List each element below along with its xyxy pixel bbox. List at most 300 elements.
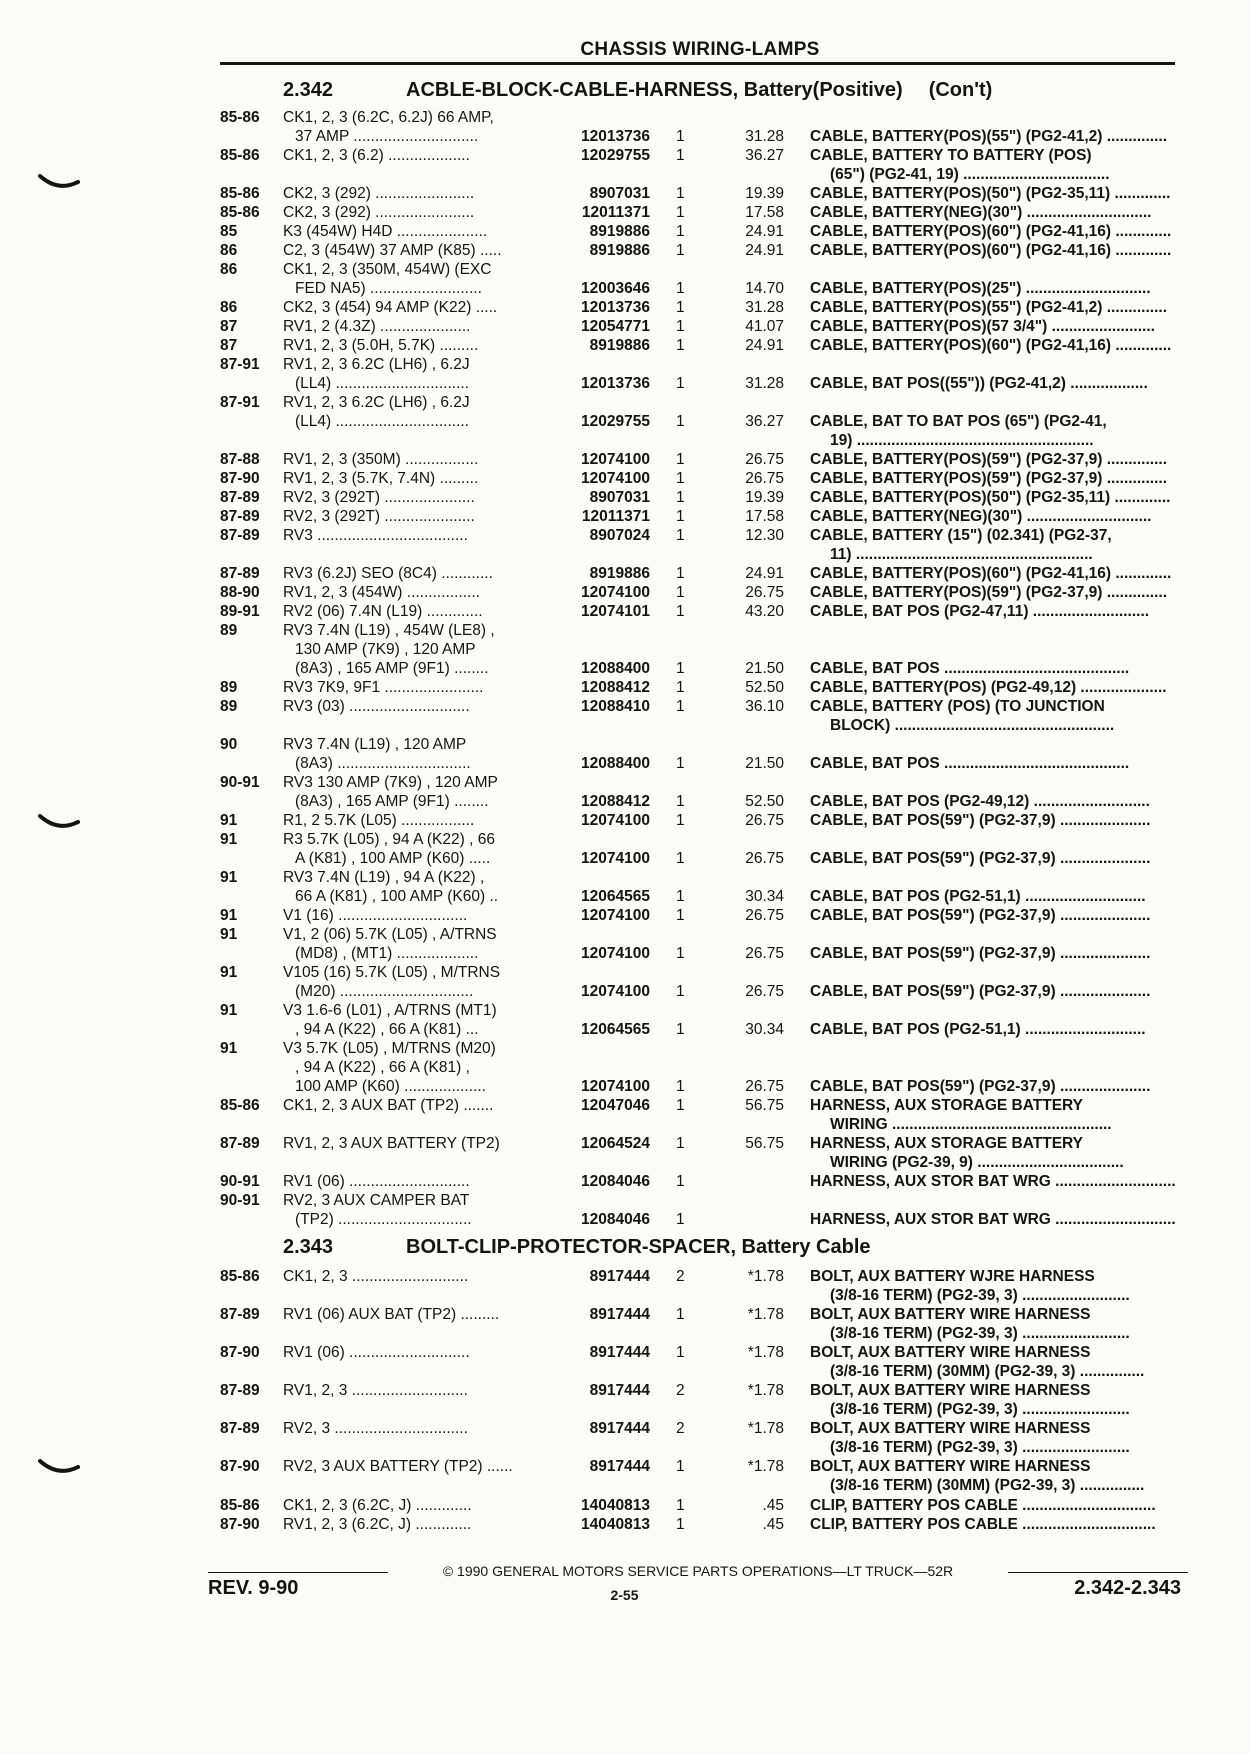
quantity: 1 bbox=[676, 489, 685, 506]
list-item: 91 V3 5.7K (L05) , M/TRNS (M20) bbox=[220, 1040, 496, 1057]
list-item: (M20) ............................... 12074100 1 26.75 CABLE, BAT POS(59") (PG2-37,9) ..................... bbox=[295, 983, 1151, 1000]
part-number: 12074100 bbox=[581, 850, 650, 867]
section-title: ACBLE-BLOCK-CABLE-HARNESS, Battery(Positive) bbox=[406, 79, 903, 101]
part-number: 8917444 bbox=[589, 1382, 650, 1399]
price: 30.34 bbox=[745, 888, 784, 905]
model-year: 86 bbox=[220, 261, 238, 278]
model-year: 89 bbox=[220, 698, 238, 715]
price: 21.50 bbox=[745, 755, 784, 772]
quantity: 1 bbox=[676, 470, 685, 487]
list-item: (8A3) ............................... 12088400 1 21.50 CABLE, BAT POS ........................................... bbox=[295, 755, 1130, 772]
model-year: 91 bbox=[220, 1002, 238, 1019]
quantity: 1 bbox=[676, 603, 685, 620]
part-name: CABLE, BAT POS(59") (PG2-37,9) ..................... bbox=[810, 812, 1151, 829]
quantity: 1 bbox=[676, 1306, 685, 1323]
part-number: 8907031 bbox=[589, 185, 650, 202]
list-item: 87-90 RV1, 2, 3 (6.2C, J) ............. 14040813 1 .45 CLIP, BATTERY POS CABLE ............................... bbox=[220, 1516, 1156, 1533]
price: 52.50 bbox=[745, 793, 784, 810]
part-name: BOLT, AUX BATTERY WIRE HARNESS bbox=[810, 1306, 1091, 1323]
price: 56.75 bbox=[745, 1097, 784, 1114]
quantity: 1 bbox=[676, 812, 685, 829]
quantity: 1 bbox=[676, 850, 685, 867]
quantity: 1 bbox=[676, 318, 685, 335]
price: .45 bbox=[762, 1516, 784, 1533]
part-name: CABLE, BAT POS (PG2-51,1) ............................ bbox=[810, 888, 1146, 905]
model-year: 86 bbox=[220, 299, 238, 316]
price: 26.75 bbox=[745, 983, 784, 1000]
list-item: 87-90 RV1 (06) ............................ 8917444 1 *1.78 BOLT, AUX BATTERY WIRE HARNESS bbox=[220, 1344, 1091, 1361]
quantity: 1 bbox=[676, 1458, 685, 1475]
list-item bbox=[0, 1362, 1249, 1381]
part-name: CABLE, BAT POS(59") (PG2-37,9) ..................... bbox=[810, 907, 1151, 924]
list-item: (LL4) ............................... 12013736 1 31.28 CABLE, BAT POS((55")) (PG2-41,2) .................. bbox=[295, 375, 1148, 392]
quantity: 1 bbox=[676, 983, 685, 1000]
quantity: 1 bbox=[676, 679, 685, 696]
list-item: 91 R3 5.7K (L05) , 94 A (K22) , 66 bbox=[220, 831, 495, 848]
part-name: CABLE, BATTERY(NEG)(30") ............................. bbox=[810, 508, 1152, 525]
list-item: 85-86 CK2, 3 (292) ....................... 12011371 1 17.58 CABLE, BATTERY(NEG)(30") ............................. bbox=[220, 204, 1152, 221]
part-name: CABLE, BATTERY(POS)(59") (PG2-37,9) .............. bbox=[810, 584, 1168, 601]
part-number: 8919886 bbox=[589, 565, 650, 582]
part-name: HARNESS, AUX STORAGE BATTERY bbox=[810, 1097, 1083, 1114]
model-year: 87-91 bbox=[220, 356, 260, 373]
part-name: BOLT, AUX BATTERY WJRE HARNESS bbox=[810, 1268, 1095, 1285]
quantity: 1 bbox=[676, 242, 685, 259]
model-year: 87-90 bbox=[220, 1458, 260, 1475]
price: 26.75 bbox=[745, 584, 784, 601]
part-number: 12029755 bbox=[581, 413, 650, 430]
list-item: 91 V1 (16) .............................. 12074100 1 26.75 CABLE, BAT POS(59") (PG2-37,9) ..................... bbox=[220, 907, 1151, 924]
part-name: CABLE, BAT TO BAT POS (65") (PG2-41, bbox=[810, 413, 1107, 430]
price: 36.27 bbox=[745, 147, 784, 164]
section-title: BOLT-CLIP-PROTECTOR-SPACER, Battery Cable bbox=[406, 1236, 871, 1258]
part-name: BOLT, AUX BATTERY WIRE HARNESS bbox=[810, 1458, 1091, 1475]
part-number: 12074100 bbox=[581, 812, 650, 829]
part-number: 8919886 bbox=[589, 223, 650, 240]
quantity: 1 bbox=[676, 1173, 685, 1190]
part-number: 12088412 bbox=[581, 793, 650, 810]
list-item: 85-86 CK2, 3 (292) ....................... 8907031 1 19.39 CABLE, BATTERY(POS)(50") (PG2-35,11) ............. bbox=[220, 185, 1171, 202]
part-name: BOLT, AUX BATTERY WIRE HARNESS bbox=[810, 1420, 1091, 1437]
price: 14.70 bbox=[745, 280, 784, 297]
part-number: 12088410 bbox=[581, 698, 650, 715]
price: 12.30 bbox=[745, 527, 784, 544]
quantity: 1 bbox=[676, 1021, 685, 1038]
quantity: 1 bbox=[676, 299, 685, 316]
list-item bbox=[0, 1400, 1249, 1419]
page-number: 2-55 bbox=[610, 1587, 639, 1603]
section-continued: (Con't) bbox=[928, 79, 993, 101]
price: 30.34 bbox=[745, 1021, 784, 1038]
list-item: 89-91 RV2 (06) 7.4N (L19) ............. 12074101 1 43.20 CABLE, BAT POS (PG2-47,11) ........................... bbox=[220, 603, 1150, 620]
revision-label: REV. 9-90 bbox=[208, 1577, 299, 1599]
part-name: (3/8-16 TERM) (PG2-39, 3) ......................... bbox=[830, 1287, 1130, 1304]
part-number: 12074100 bbox=[581, 983, 650, 1000]
part-name: WIRING ................................................... bbox=[830, 1116, 1112, 1133]
price: 26.75 bbox=[745, 451, 784, 468]
price: *1.78 bbox=[747, 1382, 784, 1399]
list-item bbox=[0, 1438, 1249, 1457]
part-number: 12074100 bbox=[581, 451, 650, 468]
part-name: (3/8-16 TERM) (PG2-39, 3) ......................... bbox=[830, 1439, 1130, 1456]
model-year: 87-91 bbox=[220, 394, 260, 411]
price: 24.91 bbox=[745, 565, 784, 582]
part-number: 12088412 bbox=[581, 679, 650, 696]
model-year: 91 bbox=[220, 926, 238, 943]
model-year: 91 bbox=[220, 1040, 238, 1057]
part-name: (3/8-16 TERM) (PG2-39, 3) ......................... bbox=[830, 1401, 1130, 1418]
part-number: 8919886 bbox=[589, 242, 650, 259]
list-item: 87-91 RV1, 2, 3 6.2C (LH6) , 6.2J bbox=[220, 394, 470, 411]
list-item: 130 AMP (7K9) , 120 AMP bbox=[295, 641, 476, 658]
part-name: CABLE, BAT POS (PG2-49,12) ........................... bbox=[810, 793, 1150, 810]
model-year: 89-91 bbox=[220, 603, 260, 620]
list-item: 86 C2, 3 (454W) 37 AMP (K85) ..... 8919886 1 24.91 CABLE, BATTERY(POS)(60") (PG2-41,16) ............. bbox=[220, 242, 1172, 259]
part-number: 8917444 bbox=[589, 1306, 650, 1323]
list-item: 85-86 CK1, 2, 3 AUX BAT (TP2) ....... 12047046 1 56.75 HARNESS, AUX STORAGE BATTERY bbox=[220, 1097, 1083, 1114]
list-item: , 94 A (K22) , 66 A (K81) ... 12064565 1 30.34 CABLE, BAT POS (PG2-51,1) ............................ bbox=[295, 1021, 1146, 1038]
list-item: 87-89 RV1, 2, 3 AUX BATTERY (TP2) 12064524 1 56.75 HARNESS, AUX STORAGE BATTERY bbox=[220, 1135, 1083, 1152]
list-item: 100 AMP (K60) ................... 12074100 1 26.75 CABLE, BAT POS(59") (PG2-37,9) ..................... bbox=[295, 1078, 1151, 1095]
part-name: CLIP, BATTERY POS CABLE ............................... bbox=[810, 1497, 1156, 1514]
model-year: 87-89 bbox=[220, 1306, 260, 1323]
part-name: (65") (PG2-41, 19) .................................. bbox=[830, 166, 1110, 183]
part-name: CABLE, BATTERY(POS)(59") (PG2-37,9) .............. bbox=[810, 470, 1168, 487]
part-name: CABLE, BATTERY(POS)(55") (PG2-41,2) .............. bbox=[810, 128, 1168, 145]
list-item: 87-89 RV3 (6.2J) SEO (8C4) ............ 8919886 1 24.91 CABLE, BATTERY(POS)(60") (PG2-41,16) ............. bbox=[220, 565, 1172, 582]
part-number: 12074100 bbox=[581, 584, 650, 601]
quantity: 1 bbox=[676, 1516, 685, 1533]
part-name: CABLE, BAT POS ........................................... bbox=[810, 755, 1130, 772]
part-number: 12074100 bbox=[581, 1078, 650, 1095]
price: 52.50 bbox=[745, 679, 784, 696]
part-name: CABLE, BATTERY(NEG)(30") ............................. bbox=[810, 204, 1152, 221]
price: 17.58 bbox=[745, 204, 784, 221]
part-number: 12088400 bbox=[581, 755, 650, 772]
model-year: 87-89 bbox=[220, 1382, 260, 1399]
quantity: 1 bbox=[676, 280, 685, 297]
part-name: CABLE, BATTERY(POS)(60") (PG2-41,16) ............. bbox=[810, 337, 1172, 354]
section-range: 2.342-2.343 bbox=[1074, 1577, 1181, 1599]
list-item: 91 V3 1.6-6 (L01) , A/TRNS (MT1) bbox=[220, 1002, 497, 1019]
price: 19.39 bbox=[745, 489, 784, 506]
part-number: 12064565 bbox=[581, 1021, 650, 1038]
list-item: FED NA5) .......................... 12003646 1 14.70 CABLE, BATTERY(POS)(25") ............................. bbox=[295, 280, 1151, 297]
list-item: 87-88 RV1, 2, 3 (350M) ................. 12074100 1 26.75 CABLE, BATTERY(POS)(59") (PG2-37,9) .............. bbox=[220, 451, 1168, 468]
part-name: CABLE, BATTERY(POS)(50") (PG2-35,11) ............. bbox=[810, 185, 1171, 202]
price: 26.75 bbox=[745, 945, 784, 962]
quantity: 1 bbox=[676, 1344, 685, 1361]
part-number: 14040813 bbox=[581, 1516, 650, 1533]
model-year: 87-89 bbox=[220, 565, 260, 582]
model-year: 87-90 bbox=[220, 1516, 260, 1533]
price: *1.78 bbox=[747, 1458, 784, 1475]
price: *1.78 bbox=[747, 1306, 784, 1323]
part-name: CABLE, BATTERY(POS)(60") (PG2-41,16) ............. bbox=[810, 242, 1172, 259]
part-number: 8917444 bbox=[589, 1268, 650, 1285]
list-item: 87-90 RV1, 2, 3 (5.7K, 7.4N) ......... 12074100 1 26.75 CABLE, BATTERY(POS)(59") (PG2-37,9) .............. bbox=[220, 470, 1168, 487]
part-name: CABLE, BAT POS(59") (PG2-37,9) ..................... bbox=[810, 983, 1151, 1000]
price: 24.91 bbox=[745, 242, 784, 259]
list-item: 87-89 RV3 ................................... 8907024 1 12.30 CABLE, BATTERY (15") (02.341) (PG2-37, bbox=[220, 527, 1112, 544]
list-item: 90-91 RV3 130 AMP (7K9) , 120 AMP bbox=[220, 774, 498, 791]
list-item bbox=[0, 431, 1249, 450]
quantity: 1 bbox=[676, 147, 685, 164]
list-item bbox=[0, 1115, 1249, 1134]
price: 31.28 bbox=[745, 299, 784, 316]
list-item bbox=[0, 1324, 1249, 1343]
quantity: 1 bbox=[676, 755, 685, 772]
model-year: 87-88 bbox=[220, 451, 260, 468]
model-year: 90-91 bbox=[220, 1192, 260, 1209]
quantity: 1 bbox=[676, 413, 685, 430]
quantity: 1 bbox=[676, 907, 685, 924]
model-year: 86 bbox=[220, 242, 238, 259]
part-number: 12074100 bbox=[581, 945, 650, 962]
quantity: 1 bbox=[676, 204, 685, 221]
part-number: 12088400 bbox=[581, 660, 650, 677]
part-number: 12003646 bbox=[581, 280, 650, 297]
list-item: 85-86 CK1, 2, 3 (6.2) ................... 12029755 1 36.27 CABLE, BATTERY TO BATTERY (POS) bbox=[220, 147, 1092, 164]
part-number: 12013736 bbox=[581, 375, 650, 392]
list-item: 90-91 RV2, 3 AUX CAMPER BAT bbox=[220, 1192, 470, 1209]
model-year: 85-86 bbox=[220, 1097, 260, 1114]
quantity: 1 bbox=[676, 1097, 685, 1114]
part-number: 12013736 bbox=[581, 299, 650, 316]
part-name: 11) ....................................................... bbox=[830, 546, 1093, 563]
quantity: 1 bbox=[676, 451, 685, 468]
list-item bbox=[0, 165, 1249, 184]
list-item bbox=[0, 1476, 1249, 1495]
page-title: CHASSIS WIRING-LAMPS bbox=[580, 39, 820, 60]
model-year: 87-89 bbox=[220, 508, 260, 525]
model-year: 87-89 bbox=[220, 527, 260, 544]
list-item: 87-89 RV2, 3 ............................... 8917444 2 *1.78 BOLT, AUX BATTERY WIRE HARNESS bbox=[220, 1420, 1091, 1437]
part-name: (3/8-16 TERM) (30MM) (PG2-39, 3) ............... bbox=[830, 1477, 1145, 1494]
part-name: BOLT, AUX BATTERY WIRE HARNESS bbox=[810, 1382, 1091, 1399]
list-item: 89 RV3 7K9, 9F1 ....................... 12088412 1 52.50 CABLE, BATTERY(POS) (PG2-49,12) .................... bbox=[220, 679, 1167, 696]
list-item bbox=[0, 545, 1249, 564]
quantity: 1 bbox=[676, 128, 685, 145]
model-year: 85-86 bbox=[220, 204, 260, 221]
list-item: , 94 A (K22) , 66 A (K81) , bbox=[295, 1059, 470, 1076]
price: 43.20 bbox=[745, 603, 784, 620]
part-number: 8907024 bbox=[589, 527, 650, 544]
part-name: HARNESS, AUX STOR BAT WRG ............................ bbox=[810, 1173, 1176, 1190]
list-item: 66 A (K81) , 100 AMP (K60) .. 12064565 1 30.34 CABLE, BAT POS (PG2-51,1) ............................ bbox=[295, 888, 1146, 905]
list-item: 87 RV1, 2 (4.3Z) ..................... 12054771 1 41.07 CABLE, BATTERY(POS)(57 3/4") ........................ bbox=[220, 318, 1155, 335]
quantity: 1 bbox=[676, 565, 685, 582]
list-item: 91 R1, 2 5.7K (L05) ................. 12074100 1 26.75 CABLE, BAT POS(59") (PG2-37,9) ..................... bbox=[220, 812, 1151, 829]
model-year: 91 bbox=[220, 812, 238, 829]
part-name: CABLE, BATTERY(POS)(25") ............................. bbox=[810, 280, 1151, 297]
header-rule bbox=[220, 62, 1175, 65]
quantity: 2 bbox=[676, 1268, 685, 1285]
quantity: 1 bbox=[676, 660, 685, 677]
price: 26.75 bbox=[745, 812, 784, 829]
quantity: 2 bbox=[676, 1420, 685, 1437]
model-year: 87-89 bbox=[220, 1420, 260, 1437]
part-name: HARNESS, AUX STOR BAT WRG ............................ bbox=[810, 1211, 1176, 1228]
model-year: 85-86 bbox=[220, 109, 260, 126]
list-item: 88-90 RV1, 2, 3 (454W) ................. 12074100 1 26.75 CABLE, BATTERY(POS)(59") (PG2-37,9) .............. bbox=[220, 584, 1168, 601]
quantity: 1 bbox=[676, 793, 685, 810]
part-number: 12074101 bbox=[581, 603, 650, 620]
model-year: 90 bbox=[220, 736, 238, 753]
list-item: A (K81) , 100 AMP (K60) ..... 12074100 1 26.75 CABLE, BAT POS(59") (PG2-37,9) ..................... bbox=[295, 850, 1151, 867]
part-name: CABLE, BAT POS (PG2-51,1) ............................ bbox=[810, 1021, 1146, 1038]
list-item bbox=[0, 716, 1249, 735]
price: 17.58 bbox=[745, 508, 784, 525]
list-item: 85-86 CK1, 2, 3 (6.2C, J) ............. 14040813 1 .45 CLIP, BATTERY POS CABLE ............................... bbox=[220, 1497, 1156, 1514]
price: 19.39 bbox=[745, 185, 784, 202]
part-number: 14040813 bbox=[581, 1497, 650, 1514]
model-year: 91 bbox=[220, 964, 238, 981]
list-item: 89 RV3 7.4N (L19) , 454W (LE8) , bbox=[220, 622, 495, 639]
part-name: CABLE, BAT POS ........................................... bbox=[810, 660, 1130, 677]
model-year: 85 bbox=[220, 223, 238, 240]
list-item: (MD8) , (MT1) ................... 12074100 1 26.75 CABLE, BAT POS(59") (PG2-37,9) ..................... bbox=[295, 945, 1151, 962]
list-item bbox=[0, 1153, 1249, 1172]
section-number: 2.342 bbox=[283, 79, 334, 101]
list-item: 87 RV1, 2, 3 (5.0H, 5.7K) ......... 8919886 1 24.91 CABLE, BATTERY(POS)(60") (PG2-41,16) ............. bbox=[220, 337, 1172, 354]
part-name: CABLE, BATTERY (15") (02.341) (PG2-37, bbox=[810, 527, 1112, 544]
list-item: 86 CK1, 2, 3 (350M, 454W) (EXC bbox=[220, 261, 492, 278]
price: 31.28 bbox=[745, 128, 784, 145]
quantity: 1 bbox=[676, 527, 685, 544]
part-name: CABLE, BATTERY TO BATTERY (POS) bbox=[810, 147, 1092, 164]
price: *1.78 bbox=[747, 1268, 784, 1285]
section-number: 2.343 bbox=[283, 1236, 334, 1258]
list-item bbox=[0, 1286, 1249, 1305]
list-item: 91 V1, 2 (06) 5.7K (L05) , A/TRNS bbox=[220, 926, 497, 943]
price: 26.75 bbox=[745, 907, 784, 924]
model-year: 85-86 bbox=[220, 147, 260, 164]
part-name: CABLE, BAT POS(59") (PG2-37,9) ..................... bbox=[810, 1078, 1151, 1095]
quantity: 1 bbox=[676, 888, 685, 905]
copyright-line: © 1990 GENERAL MOTORS SERVICE PARTS OPERATIONS—LT TRUCK—52R bbox=[208, 1563, 1188, 1581]
part-name: CABLE, BATTERY(POS)(59") (PG2-37,9) .............. bbox=[810, 451, 1168, 468]
part-name: HARNESS, AUX STORAGE BATTERY bbox=[810, 1135, 1083, 1152]
list-item: 87-89 RV2, 3 (292T) ..................... 8907031 1 19.39 CABLE, BATTERY(POS)(50") (PG2-35,11) ............. bbox=[220, 489, 1171, 506]
list-item: (8A3) , 165 AMP (9F1) ........ 12088412 1 52.50 CABLE, BAT POS (PG2-49,12) ........................... bbox=[295, 793, 1150, 810]
list-item: 85 K3 (454W) H4D ..................... 8919886 1 24.91 CABLE, BATTERY(POS)(60") (PG2-41,16) ............. bbox=[220, 223, 1172, 240]
quantity: 1 bbox=[676, 1497, 685, 1514]
price: 56.75 bbox=[745, 1135, 784, 1152]
model-year: 87-89 bbox=[220, 1135, 260, 1152]
part-name: CABLE, BATTERY(POS)(60") (PG2-41,16) ............. bbox=[810, 565, 1172, 582]
part-number: 8917444 bbox=[589, 1458, 650, 1475]
part-number: 12054771 bbox=[581, 318, 650, 335]
model-year: 90-91 bbox=[220, 1173, 260, 1190]
model-year: 89 bbox=[220, 622, 238, 639]
part-number: 12013736 bbox=[581, 128, 650, 145]
list-item: 87-89 RV1 (06) AUX BAT (TP2) ......... 8917444 1 *1.78 BOLT, AUX BATTERY WIRE HARNESS bbox=[220, 1306, 1091, 1323]
price: 36.10 bbox=[745, 698, 784, 715]
list-item: (TP2) ............................... 12084046 1 HARNESS, AUX STOR BAT WRG ............................ bbox=[295, 1211, 1176, 1228]
quantity: 1 bbox=[676, 1135, 685, 1152]
part-number: 12047046 bbox=[581, 1097, 650, 1114]
model-year: 87-90 bbox=[220, 470, 260, 487]
quantity: 1 bbox=[676, 185, 685, 202]
part-name: (3/8-16 TERM) (PG2-39, 3) ......................... bbox=[830, 1325, 1130, 1342]
quantity: 1 bbox=[676, 508, 685, 525]
list-item: 89 RV3 (03) ............................ 12088410 1 36.10 CABLE, BATTERY (POS) (TO JUNCTION bbox=[220, 698, 1105, 715]
part-name: CABLE, BATTERY(POS)(57 3/4") ........................ bbox=[810, 318, 1155, 335]
list-item: 87-89 RV1, 2, 3 ........................... 8917444 2 *1.78 BOLT, AUX BATTERY WIRE HARNESS bbox=[220, 1382, 1091, 1399]
quantity: 1 bbox=[676, 337, 685, 354]
price: 41.07 bbox=[745, 318, 784, 335]
list-item: 87-89 RV2, 3 (292T) ..................... 12011371 1 17.58 CABLE, BATTERY(NEG)(30") ............................. bbox=[220, 508, 1152, 525]
model-year: 87-89 bbox=[220, 489, 260, 506]
model-year: 87-90 bbox=[220, 1344, 260, 1361]
list-item: 87-90 RV2, 3 AUX BATTERY (TP2) ...... 8917444 1 *1.78 BOLT, AUX BATTERY WIRE HARNESS bbox=[220, 1458, 1091, 1475]
list-item: 85-86 CK1, 2, 3 (6.2C, 6.2J) 66 AMP, bbox=[220, 109, 494, 126]
part-name: 19) ....................................................... bbox=[830, 432, 1094, 449]
model-year: 87 bbox=[220, 318, 238, 335]
quantity: 1 bbox=[676, 375, 685, 392]
part-number: 12011371 bbox=[581, 508, 650, 525]
part-number: 12074100 bbox=[581, 907, 650, 924]
part-name: CABLE, BATTERY (POS) (TO JUNCTION bbox=[810, 698, 1105, 715]
model-year: 91 bbox=[220, 831, 238, 848]
part-name: CABLE, BATTERY(POS)(60") (PG2-41,16) ............. bbox=[810, 223, 1172, 240]
part-name: BOLT, AUX BATTERY WIRE HARNESS bbox=[810, 1344, 1091, 1361]
quantity: 1 bbox=[676, 698, 685, 715]
quantity: 1 bbox=[676, 1078, 685, 1095]
price: 26.75 bbox=[745, 850, 784, 867]
list-item: 90-91 RV1 (06) ............................ 12084046 1 HARNESS, AUX STOR BAT WRG ............................ bbox=[220, 1173, 1176, 1190]
part-name: CLIP, BATTERY POS CABLE ............................... bbox=[810, 1516, 1156, 1533]
price: 24.91 bbox=[745, 337, 784, 354]
part-name: CABLE, BAT POS (PG2-47,11) ........................... bbox=[810, 603, 1150, 620]
price: 24.91 bbox=[745, 223, 784, 240]
list-item: 91 RV3 7.4N (L19) , 94 A (K22) , bbox=[220, 869, 485, 886]
quantity: 1 bbox=[676, 584, 685, 601]
part-name: CABLE, BAT POS((55")) (PG2-41,2) .................. bbox=[810, 375, 1148, 392]
model-year: 88-90 bbox=[220, 584, 260, 601]
list-item: (8A3) , 165 AMP (9F1) ........ 12088400 1 21.50 CABLE, BAT POS ........................................... bbox=[295, 660, 1130, 677]
part-number: 12084046 bbox=[581, 1173, 650, 1190]
price: 36.27 bbox=[745, 413, 784, 430]
model-year: 90-91 bbox=[220, 774, 260, 791]
part-name: WIRING (PG2-39, 9) .................................. bbox=[830, 1154, 1124, 1171]
price: 26.75 bbox=[745, 470, 784, 487]
part-number: 8917444 bbox=[589, 1420, 650, 1437]
part-name: BLOCK) ................................................... bbox=[830, 717, 1115, 734]
price: 21.50 bbox=[745, 660, 784, 677]
part-number: 12011371 bbox=[581, 204, 650, 221]
price: 31.28 bbox=[745, 375, 784, 392]
part-number: 12064565 bbox=[581, 888, 650, 905]
part-number: 12074100 bbox=[581, 470, 650, 487]
model-year: 91 bbox=[220, 907, 238, 924]
model-year: 85-86 bbox=[220, 1268, 260, 1285]
part-name: CABLE, BAT POS(59") (PG2-37,9) ..................... bbox=[810, 850, 1151, 867]
price: *1.78 bbox=[747, 1344, 784, 1361]
part-name: CABLE, BATTERY(POS)(50") (PG2-35,11) ............. bbox=[810, 489, 1171, 506]
list-item: 91 V105 (16) 5.7K (L05) , M/TRNS bbox=[220, 964, 501, 981]
model-year: 89 bbox=[220, 679, 238, 696]
part-number: 8907031 bbox=[589, 489, 650, 506]
model-year: 85-86 bbox=[220, 185, 260, 202]
quantity: 2 bbox=[676, 1382, 685, 1399]
list-item: 86 CK2, 3 (454) 94 AMP (K22) ..... 12013736 1 31.28 CABLE, BATTERY(POS)(55") (PG2-41,2) .............. bbox=[220, 299, 1168, 316]
model-year: 85-86 bbox=[220, 1497, 260, 1514]
price: 26.75 bbox=[745, 1078, 784, 1095]
list-item: (LL4) ............................... 12029755 1 36.27 CABLE, BAT TO BAT POS (65") (PG2-41, bbox=[295, 413, 1107, 430]
price: .45 bbox=[762, 1497, 784, 1514]
